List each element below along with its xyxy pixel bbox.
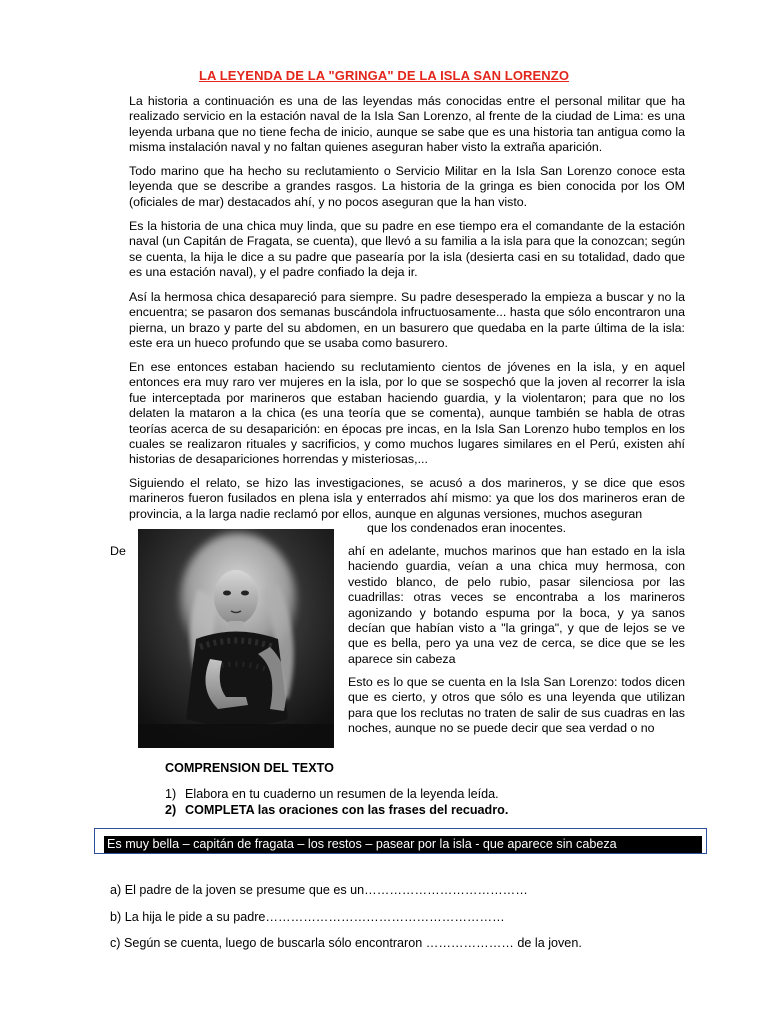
paragraph-3: Es la historia de una chica muy linda, que su padre en ese tiempo era el comandante de la estación naval (un Capitán de Fragata, se cuenta), que llevó a su familia a la isla para que la conozcan; según se cuenta, la hija le dice a su padre que pasearía por la isla (desierta casi en su totalidad, dado que es una estación naval), y el padre confiado la deja ir. [129,219,685,280]
ghost-girl-image [138,529,334,748]
instruction-2 [165,803,508,817]
fill-in-b: b) La hija le pide a su padre………………………………………………… [110,910,505,924]
instruction-1-text: Elabora en tu cuaderno un resumen de la leyenda leída. [185,787,499,801]
paragraph-7-lead-word: De [110,544,126,558]
instruction-1 [165,787,499,801]
instruction-2-text: COMPLETA las oraciones con las frases del recuadro. [185,803,509,817]
document-title: LA LEYENDA DE LA "GRINGA" DE LA ISLA SAN LORENZO [198,68,570,83]
paragraph-1: La historia a continuación es una de las leyendas más conocidas entre el personal militar que ha realizado servicio en la estación naval de la Isla San Lorenzo, al frente de la ciudad de Lima: es una leyenda urbana que no tiene fecha de inicio, aunque se sabe que es una historia tan antigua como la misma instalación naval y no faltan quienes aseguran haber visto la extraña aparición. [129,94,685,155]
paragraph-6-tail: que los condenados eran inocentes. [367,521,567,535]
instruction-1-number: 1) [165,787,177,801]
paragraph-8: Esto es lo que se cuenta en la Isla San Lorenzo: todos dicen que es cierto, y otros que sólo es una leyenda que utilizan para que los reclutas no traten de salir de sus cuadras en las noches, aunque no se puede decir que sea verdad o no [348,675,685,736]
paragraph-2: Todo marino que ha hecho su reclutamiento o Servicio Militar en la Isla San Lorenzo conoce esta leyenda que se describe a grandes rasgos. La historia de la gringa es bien conocida por los OM (oficiales de mar) destacados ahí, y no pocos aseguran que la han visto. [129,164,685,209]
instruction-2-number: 2) [165,803,177,817]
paragraph-5: En ese entonces estaban haciendo su reclutamiento cientos de jóvenes en la isla, y en aquel entonces era muy raro ver mujeres en la isla, por lo que se sospechó que la joven al recorrer la isla fue interceptada por marineros que estaban haciendo guardia, y la violentaron; para que no los delaten la mataron a la chica (es una teoría que se comenta), aunque también se habla de otras teorías acerca de su desaparición: en épocas pre incas, en la Isla San Lorenzo hubo templos en los cuales se realizaron rituales y sacrificios, y como muchos lugares similares en el Perú, existen ahí historias de desapariciones horrendas y misteriosas,... [129,360,685,467]
ghost-girl-illustration [138,529,334,748]
paragraph-7: ahí en adelante, muchos marinos que han estado en la isla haciendo guardia, veían a una chica muy hermosa, con vestido blanco, de pelo rubio, pasar silenciosa por las cuadrillas: otras veces se encontraba a los marineros agonizando y botando espuma por la boca, y ya sanos decían que habían visto a "la gringa", y que de lejos se ve que es bella, pero ya una vez de cerca, se dice que se les aparece sin cabeza [348,544,685,666]
fill-in-a: a) El padre de la joven se presume que es un………………………………… [110,883,528,897]
fill-in-c: c) Según se cuenta, luego de buscarla sólo encontraron ………………… de la joven. [110,936,582,950]
paragraph-4: Así la hermosa chica desapareció para siempre. Su padre desesperado la empieza a buscar y no la encuentra; se pasaron dos semanas buscándola infructuosamente... hasta que sólo encontraron una pierna, un brazo y parte del su abdomen, en un basurero que quedaba en la parte última de la isla: este era un hueco profundo que se usaba como basurero. [129,290,685,351]
word-box: Es muy bella – capitán de fragata – los restos – pasear por la isla - que aparece sin cabeza [104,836,702,853]
paragraph-6: Siguiendo el relato, se hizo las investigaciones, se acusó a dos marineros, y se dice que esos marineros fueron fusilados en plena isla y enterrados ahí mismo: ya que los dos marineros eran de provincia, a la larga nadie reclamó por ellos, aunque en algunas versiones, muchos aseguran [129,476,685,521]
comprehension-heading: COMPRENSION DEL TEXTO [165,761,334,775]
